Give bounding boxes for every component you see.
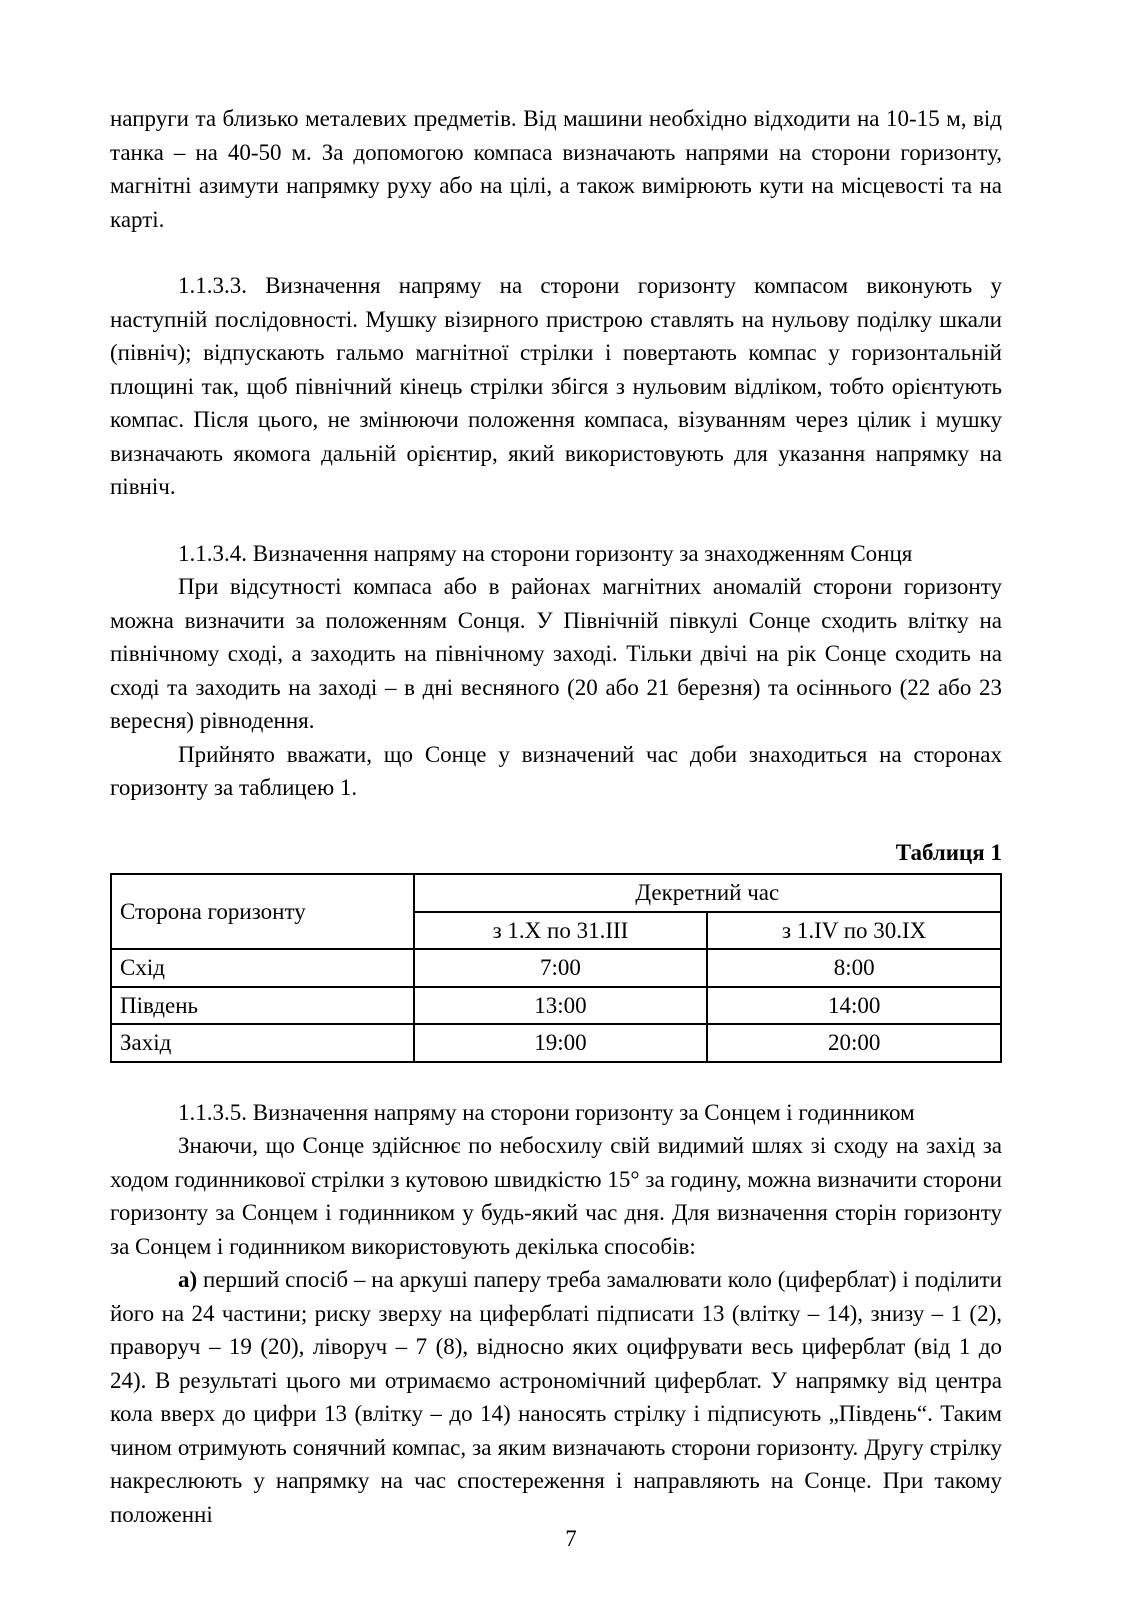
table-header-decree-time: Декретний час: [414, 874, 1001, 912]
paragraph-clock-method: Знаючи, що Сонце здійснює по небосхилу свій видимий шлях зі сходу на захід за ходом годинникової стрілки з кутовою швидкістю 15° за годину, можна визначити сторони горизонту за Сонцем і годинником у будь-який час дня. Для визначення сторін горизонту за Сонцем і годинником використовують декілька способів:: [110, 1133, 1002, 1259]
table-row: [111, 1024, 1001, 1062]
section-heading-1-1-3-4: 1.1.3.4. Визначення напряму на сторони горизонту за знаходженням Сонця: [178, 540, 913, 566]
document-page: [110, 102, 1002, 1531]
paragraph-table-intro: Прийнято вважати, що Сонце у визначений час доби знаходиться на сторонах горизонту за таблицею 1.: [110, 741, 1002, 800]
method-a-marker: а): [178, 1267, 198, 1292]
time-cell-summer: 14:00: [707, 987, 1001, 1025]
table-header-row: [111, 874, 1001, 912]
side-cell: Схід: [111, 949, 414, 987]
table-header-side: Сторона горизонту: [111, 874, 414, 949]
table-caption: Таблиця 1: [895, 839, 1002, 865]
page-number: 7: [565, 1526, 577, 1551]
section-heading-1-1-3-5: 1.1.3.5. Визначення напряму на сторони горизонту за Сонцем і годинником: [178, 1099, 915, 1125]
table-row: [111, 987, 1001, 1025]
time-cell-winter: 13:00: [414, 987, 708, 1025]
side-cell: Захід: [111, 1024, 414, 1062]
table-subheader-winter-period: з 1.X по 31.III: [414, 912, 708, 950]
time-cell-winter: 19:00: [414, 1024, 708, 1062]
paragraph-sun-position: При відсутності компаса або в районах магнітних аномалій сторони горизонту можна визначити за положенням Сонця. У Північній півкулі Сонце сходить влітку на північному сході, а заходить на північному заході. Тільки двічі на рік Сонце сходить на сході та заходить на заході – в дні весняного (20 або 21 березня) та осіннього (22 або 23 вересня) рівнодення.: [110, 574, 1002, 733]
paragraph-method-a: [110, 1263, 1002, 1531]
side-cell: Південь: [111, 987, 414, 1025]
method-a-text: перший спосіб – на аркуші паперу треба замалювати коло (циферблат) і поділити його на 24 частини; риску зверху на циферблаті підписати 13 (влітку – 14), знизу – 1 (2), праворуч – 19 (20), ліворуч – 7 (8), відносно яких оцифрувати весь циферблат (від 1 до 24). В результаті цього ми отримаємо астрономічний циферблат. У напрямку від центра кола вверх до цифри 13 (влітку – до 14) наносять стрілку і підписують „Південь“. Таким чином отримують сонячний компас, за яким визначають сторони горизонту. Другу стрілку накреслюють у напрямку на час спостереження і направляють на Сонце. При такому положенні: [110, 1267, 1002, 1527]
table-subheader-summer-period: з 1.IV по 30.IX: [707, 912, 1001, 950]
time-cell-summer: 20:00: [707, 1024, 1001, 1062]
section-1-1-3-3: 1.1.3.3. Визначення напряму на сторони горизонту компасом виконують у наступній послідовності. Мушку візирного пристрою ставлять на нульову поділку шкали (північ); відпускають гальмо магнітної стрілки і повертають компас у горизонтальній площині так, щоб північний кінець стрілки збігся з нульовим відліком, тобто орієнтують компас. Після цього, не змінюючи положення компаса, візуванням через цілик і мушку визначають якомога дальній орієнтир, який використовують для указання напрямку на північ.: [110, 273, 1002, 499]
paragraph-continuation: напруги та близько металевих предметів. Від машини необхідно відходити на 10-15 м, від танка – на 40-50 м. За допомогою компаса визначають напрями на сторони горизонту, магнітні азимути напрямку руху або на цілі, а також вимірюють кути на місцевості та на карті.: [110, 106, 1002, 232]
horizon-sun-time-table: [110, 873, 1002, 1063]
time-cell-winter: 7:00: [414, 949, 708, 987]
time-cell-summer: 8:00: [707, 949, 1001, 987]
table-row: [111, 949, 1001, 987]
